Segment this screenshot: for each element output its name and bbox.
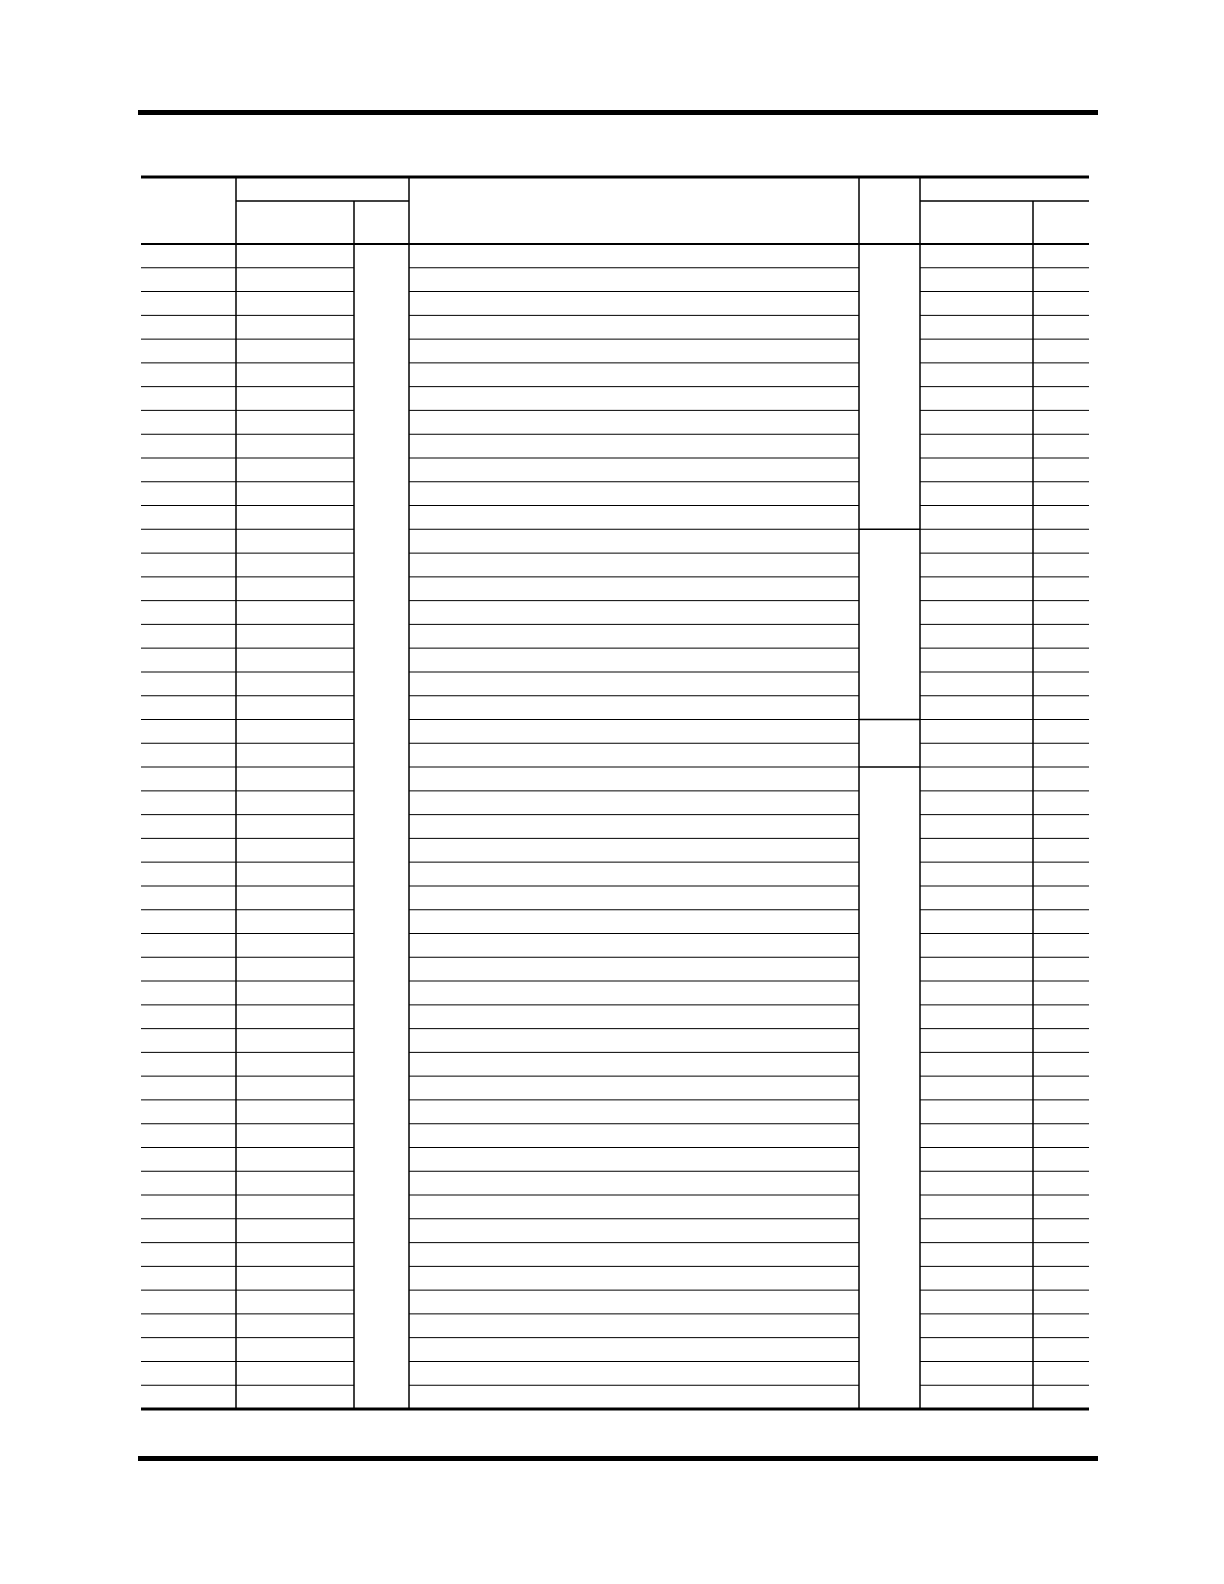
bottom-horizontal-rule [138, 1456, 1098, 1461]
